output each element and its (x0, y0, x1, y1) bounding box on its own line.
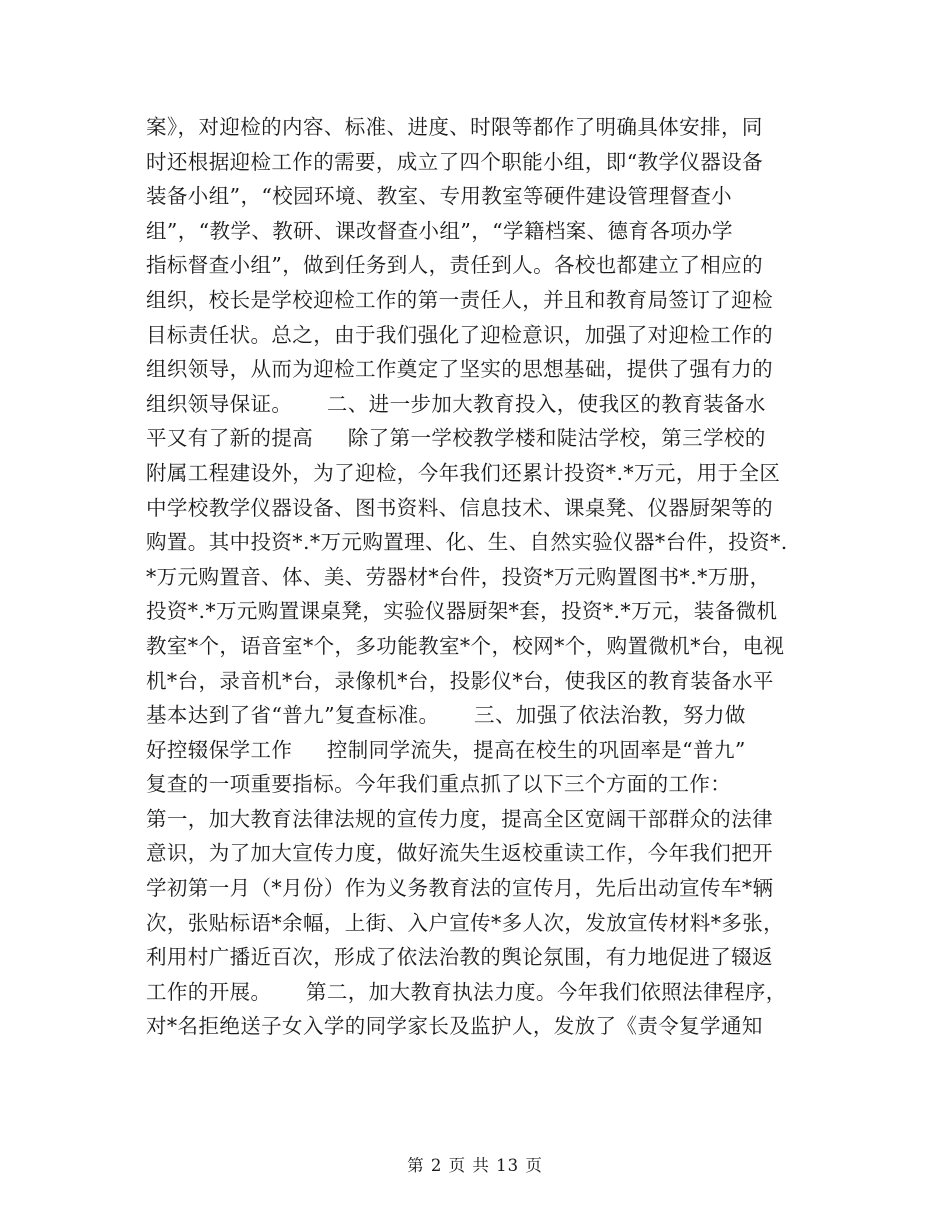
text-line: 组织领导保证。 二、进一步加大教育投入，使我区的教育装备水 (146, 391, 766, 416)
text-line: 购置。其中投资*.*万元购置理、化、生、自然实验仪器*台件，投资*. (146, 530, 788, 555)
text-line: 机*台，录音机*台，录像机*台，投影仪*台，使我区的教育装备水平 (146, 668, 774, 693)
text-line: 目标责任状。总之，由于我们强化了迎检意识，加强了对迎检工作的 (146, 322, 773, 347)
text-line: 教室*个，语音室*个，多功能教室*个，校网*个，购置微机*台，电视 (146, 633, 785, 658)
text-line: 好控辍保学工作 控制同学流失，提高在校生的巩固率是“普九” (146, 737, 746, 762)
text-line: 指标督查小组”，做到任务到人，责任到人。各校也都建立了相应的 (146, 253, 763, 278)
text-line: 工作的开展。 第二，加大教育执法力度。今年我们依照法律程序， (146, 979, 787, 1004)
text-line: 第一，加大教育法律法规的宣传力度，提高全区宽阔干部群众的法律 (146, 806, 773, 831)
text-line: 附属工程建设外，为了迎检，今年我们还累计投资*.*万元，用于全区 (146, 460, 781, 485)
text-line: 时还根据迎检工作的需要，成立了四个职能小组，即“教学仪器设备 (146, 149, 763, 174)
text-line: 投资*.*万元购置课桌凳，实验仪器厨架*套，投资*.*万元，装备微机 (146, 599, 778, 624)
text-line: 组织，校长是学校迎检工作的第一责任人，并且和教育局签订了迎检 (146, 287, 773, 312)
text-line: 组”，“教学、教研、课改督查小组”，“学籍档案、德育各项办学 (146, 218, 733, 243)
text-line: 组织领导，从而为迎检工作奠定了坚实的思想基础，提供了强有力的 (146, 357, 773, 382)
text-line: 复查的一项重要指标。今年我们重点抓了以下三个方面的工作： (146, 772, 732, 797)
text-line: 利用村广播近百次，形成了依法治教的舆论氛围，有力地促进了辍返 (146, 945, 773, 970)
text-line: 装备小组”，“校园环境、教室、专用教室等硬件建设管理督查小 (146, 184, 733, 209)
text-line: 学初第一月（*月份）作为义务教育法的宣传月，先后出动宣传车*辆 (146, 876, 774, 901)
text-line: 次，张贴标语*余幅，上街、入户宣传*多人次，发放宣传材料*多张， (146, 910, 785, 935)
text-line: 对*名拒绝送子女入学的同学家长及监护人，发放了《责令复学通知 (146, 1014, 763, 1039)
text-line: *万元购置音、体、美、劳器材*台件，投资*万元购置图书*.*万册， (146, 564, 771, 589)
text-line: 中学校教学仪器设备、图书资料、信息技术、课桌凳、仪器厨架等的 (146, 495, 773, 520)
text-line: 案》，对迎检的内容、标准、进度、时限等都作了明确具体安排，同 (146, 115, 763, 139)
text-line: 平又有了新的提高 除了第一学校教学楼和陡沽学校，第三学校的 (146, 426, 766, 451)
page-number: 第 2 页 共 13 页 (407, 1156, 543, 1175)
text-line: 意识，为了加大宣传力度，做好流失生返校重读工作，今年我们把开 (146, 841, 773, 866)
text-line: 基本达到了省“普九”复查标准。 三、加强了依法治教，努力做 (146, 703, 746, 728)
document-body (146, 110, 826, 1044)
